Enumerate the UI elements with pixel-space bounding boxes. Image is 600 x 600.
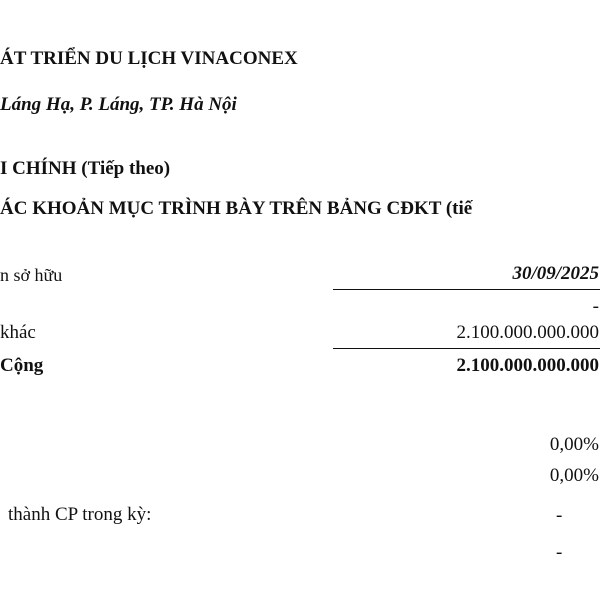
section-subtitle: ÁC KHOẢN MỤC TRÌNH BÀY TRÊN BẢNG CĐKT (tiế [0, 198, 473, 219]
total-overline [333, 348, 600, 349]
company-address: Láng Hạ, P. Láng, TP. Hà Nội [0, 94, 237, 115]
footer-value: - [556, 505, 563, 526]
date-column-header: 30/09/2025 [512, 263, 599, 284]
table-label-header: n sở hữu [0, 265, 63, 285]
percentage-value: 0,00% [549, 434, 599, 455]
percentage-value: 0,00% [549, 465, 599, 486]
section-title: I CHÍNH (Tiếp theo) [0, 158, 171, 179]
table-row-value: 2.100.000.000.000 [456, 322, 599, 343]
total-value: 2.100.000.000.000 [456, 355, 599, 376]
header-underline [333, 289, 600, 290]
total-label: Cộng [0, 355, 44, 376]
footer-value: - [556, 542, 563, 563]
table-row-value: - [592, 296, 599, 317]
company-name: ÁT TRIỂN DU LỊCH VINACONEX [0, 48, 298, 69]
footer-label: thành CP trong kỳ: [8, 504, 152, 525]
table-row-label: khác [0, 322, 36, 343]
